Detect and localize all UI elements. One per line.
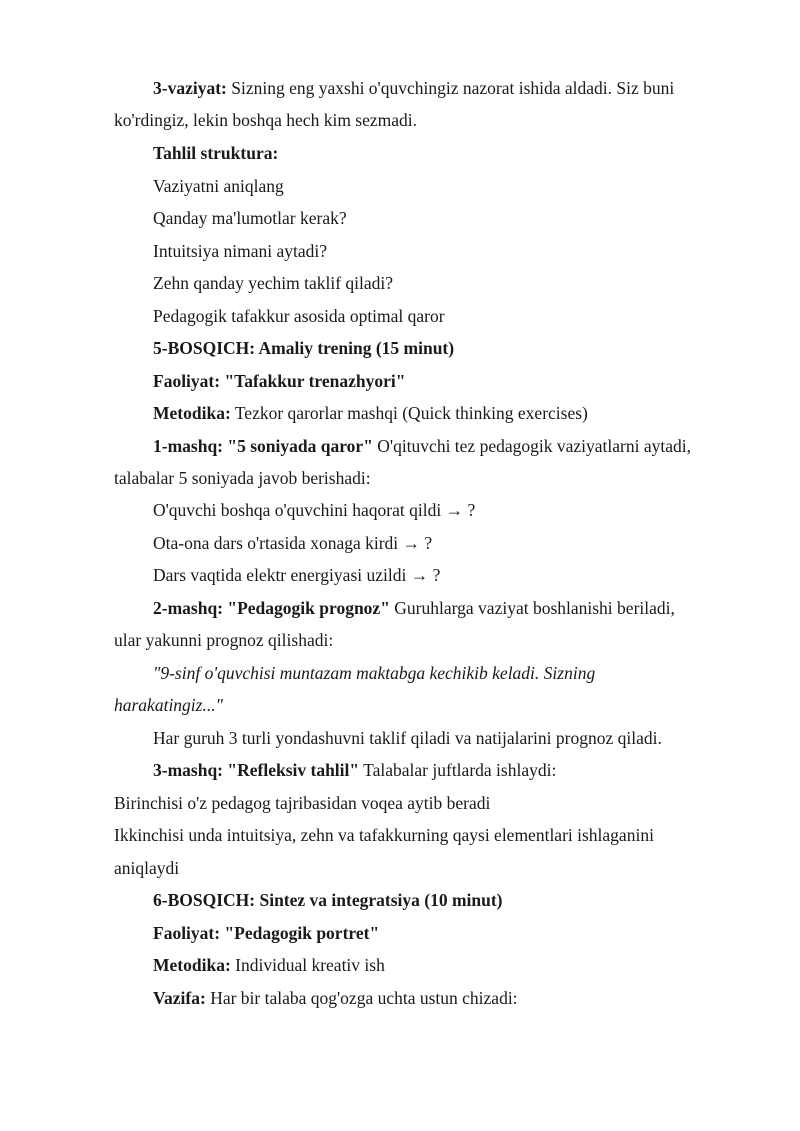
exercise-1-case-2: Ota-ona dars o'rtasida xonaga kirdi → ? (153, 533, 433, 553)
exercise-2-quote-line-2: harakatingiz..." (114, 695, 223, 715)
situation-3-label: 3-vaziyat: (153, 78, 227, 98)
analysis-step-4: Zehn qanday yechim taklif qiladi? (153, 273, 394, 293)
analysis-structure-heading (153, 141, 278, 165)
stage-6-method-label: Metodika: (153, 955, 231, 975)
analysis-structure-label: Tahlil struktura: (153, 143, 279, 163)
exercise-1-line-2: talabalar 5 soniyada javob berishadi: (114, 468, 371, 488)
analysis-step-2: Qanday ma'lumotlar kerak? (153, 208, 347, 228)
exercise-1-case-3: Dars vaqtida elektr energiyasi uzildi → ? (153, 565, 441, 585)
exercise-2-instruction: Har guruh 3 turli yondashuvni taklif qiladi va natijalarini prognoz qiladi. (153, 728, 662, 748)
exercise-3-label: 3-mashq: "Refleksiv tahlil" (153, 760, 360, 780)
exercise-1-text: O'qituvchi tez pedagogik vaziyatlarni aytadi, (372, 436, 691, 456)
situation-3-text: Sizning eng yaxshi o'quvchingiz nazorat ishida aldadi. Siz buni (226, 78, 675, 98)
exercise-3-line (153, 758, 556, 782)
stage-6-task-label: Vazifa: (153, 988, 206, 1008)
stage-6-method (153, 953, 385, 977)
exercise-2-line-2: ular yakunni prognoz qilishadi: (114, 630, 334, 650)
stage-5-method-label: Metodika: (153, 403, 231, 423)
analysis-step-3: Intuitsiya nimani aytadi? (153, 241, 327, 261)
exercise-3-step-2-line-1: Ikkinchisi unda intuitsiya, zehn va tafakkurning qaysi elementlari ishlaganini (114, 825, 654, 845)
situation-3-line-2: ko'rdingiz, lekin boshqa hech kim sezmadi. (114, 110, 418, 130)
analysis-step-1: Vaziyatni aniqlang (153, 176, 284, 196)
stage-6-activity (153, 921, 379, 945)
exercise-2-label: 2-mashq: "Pedagogik prognoz" (153, 598, 390, 618)
exercise-2-line-1 (153, 596, 675, 620)
stage-6-activity-label: Faoliyat: "Pedagogik portret" (153, 923, 380, 943)
stage-6-task-text: Har bir talaba qog'ozga uchta ustun chizadi: (205, 988, 518, 1008)
stage-5-method-text: Tezkor qarorlar mashqi (Quick thinking exercises) (230, 403, 588, 423)
stage-5-method (153, 401, 588, 425)
exercise-3-step-1: Birinchisi o'z pedagog tajribasidan voqea aytib beradi (114, 793, 491, 813)
exercise-1-line-1 (153, 434, 691, 458)
exercise-2-quote-line-1: "9-sinf o'quvchisi muntazam maktabga kechikib keladi. Sizning (153, 663, 596, 683)
stage-6-heading (153, 888, 503, 912)
stage-5-title: 5-BOSQICH: Amaliy trening (15 minut) (153, 338, 455, 358)
exercise-1-label: 1-mashq: "5 soniyada qaror" (153, 436, 373, 456)
stage-6-task (153, 986, 518, 1010)
exercise-3-step-2-line-2: aniqlaydi (114, 858, 180, 878)
stage-5-activity (153, 369, 405, 393)
stage-6-method-text: Individual kreativ ish (230, 955, 385, 975)
stage-5-activity-label: Faoliyat: "Tafakkur trenazhyori" (153, 371, 406, 391)
stage-6-title: 6-BOSQICH: Sintez va integratsiya (10 minut) (153, 890, 503, 910)
exercise-3-text: Talabalar juftlarda ishlaydi: (359, 760, 557, 780)
exercise-1-case-1: O'quvchi boshqa o'quvchini haqorat qildi → ? (153, 500, 476, 520)
analysis-step-5: Pedagogik tafakkur asosida optimal qaror (153, 306, 445, 326)
stage-5-heading (153, 336, 454, 360)
exercise-2-text: Guruhlarga vaziyat boshlanishi beriladi, (389, 598, 675, 618)
situation-3-line-1 (153, 76, 674, 100)
